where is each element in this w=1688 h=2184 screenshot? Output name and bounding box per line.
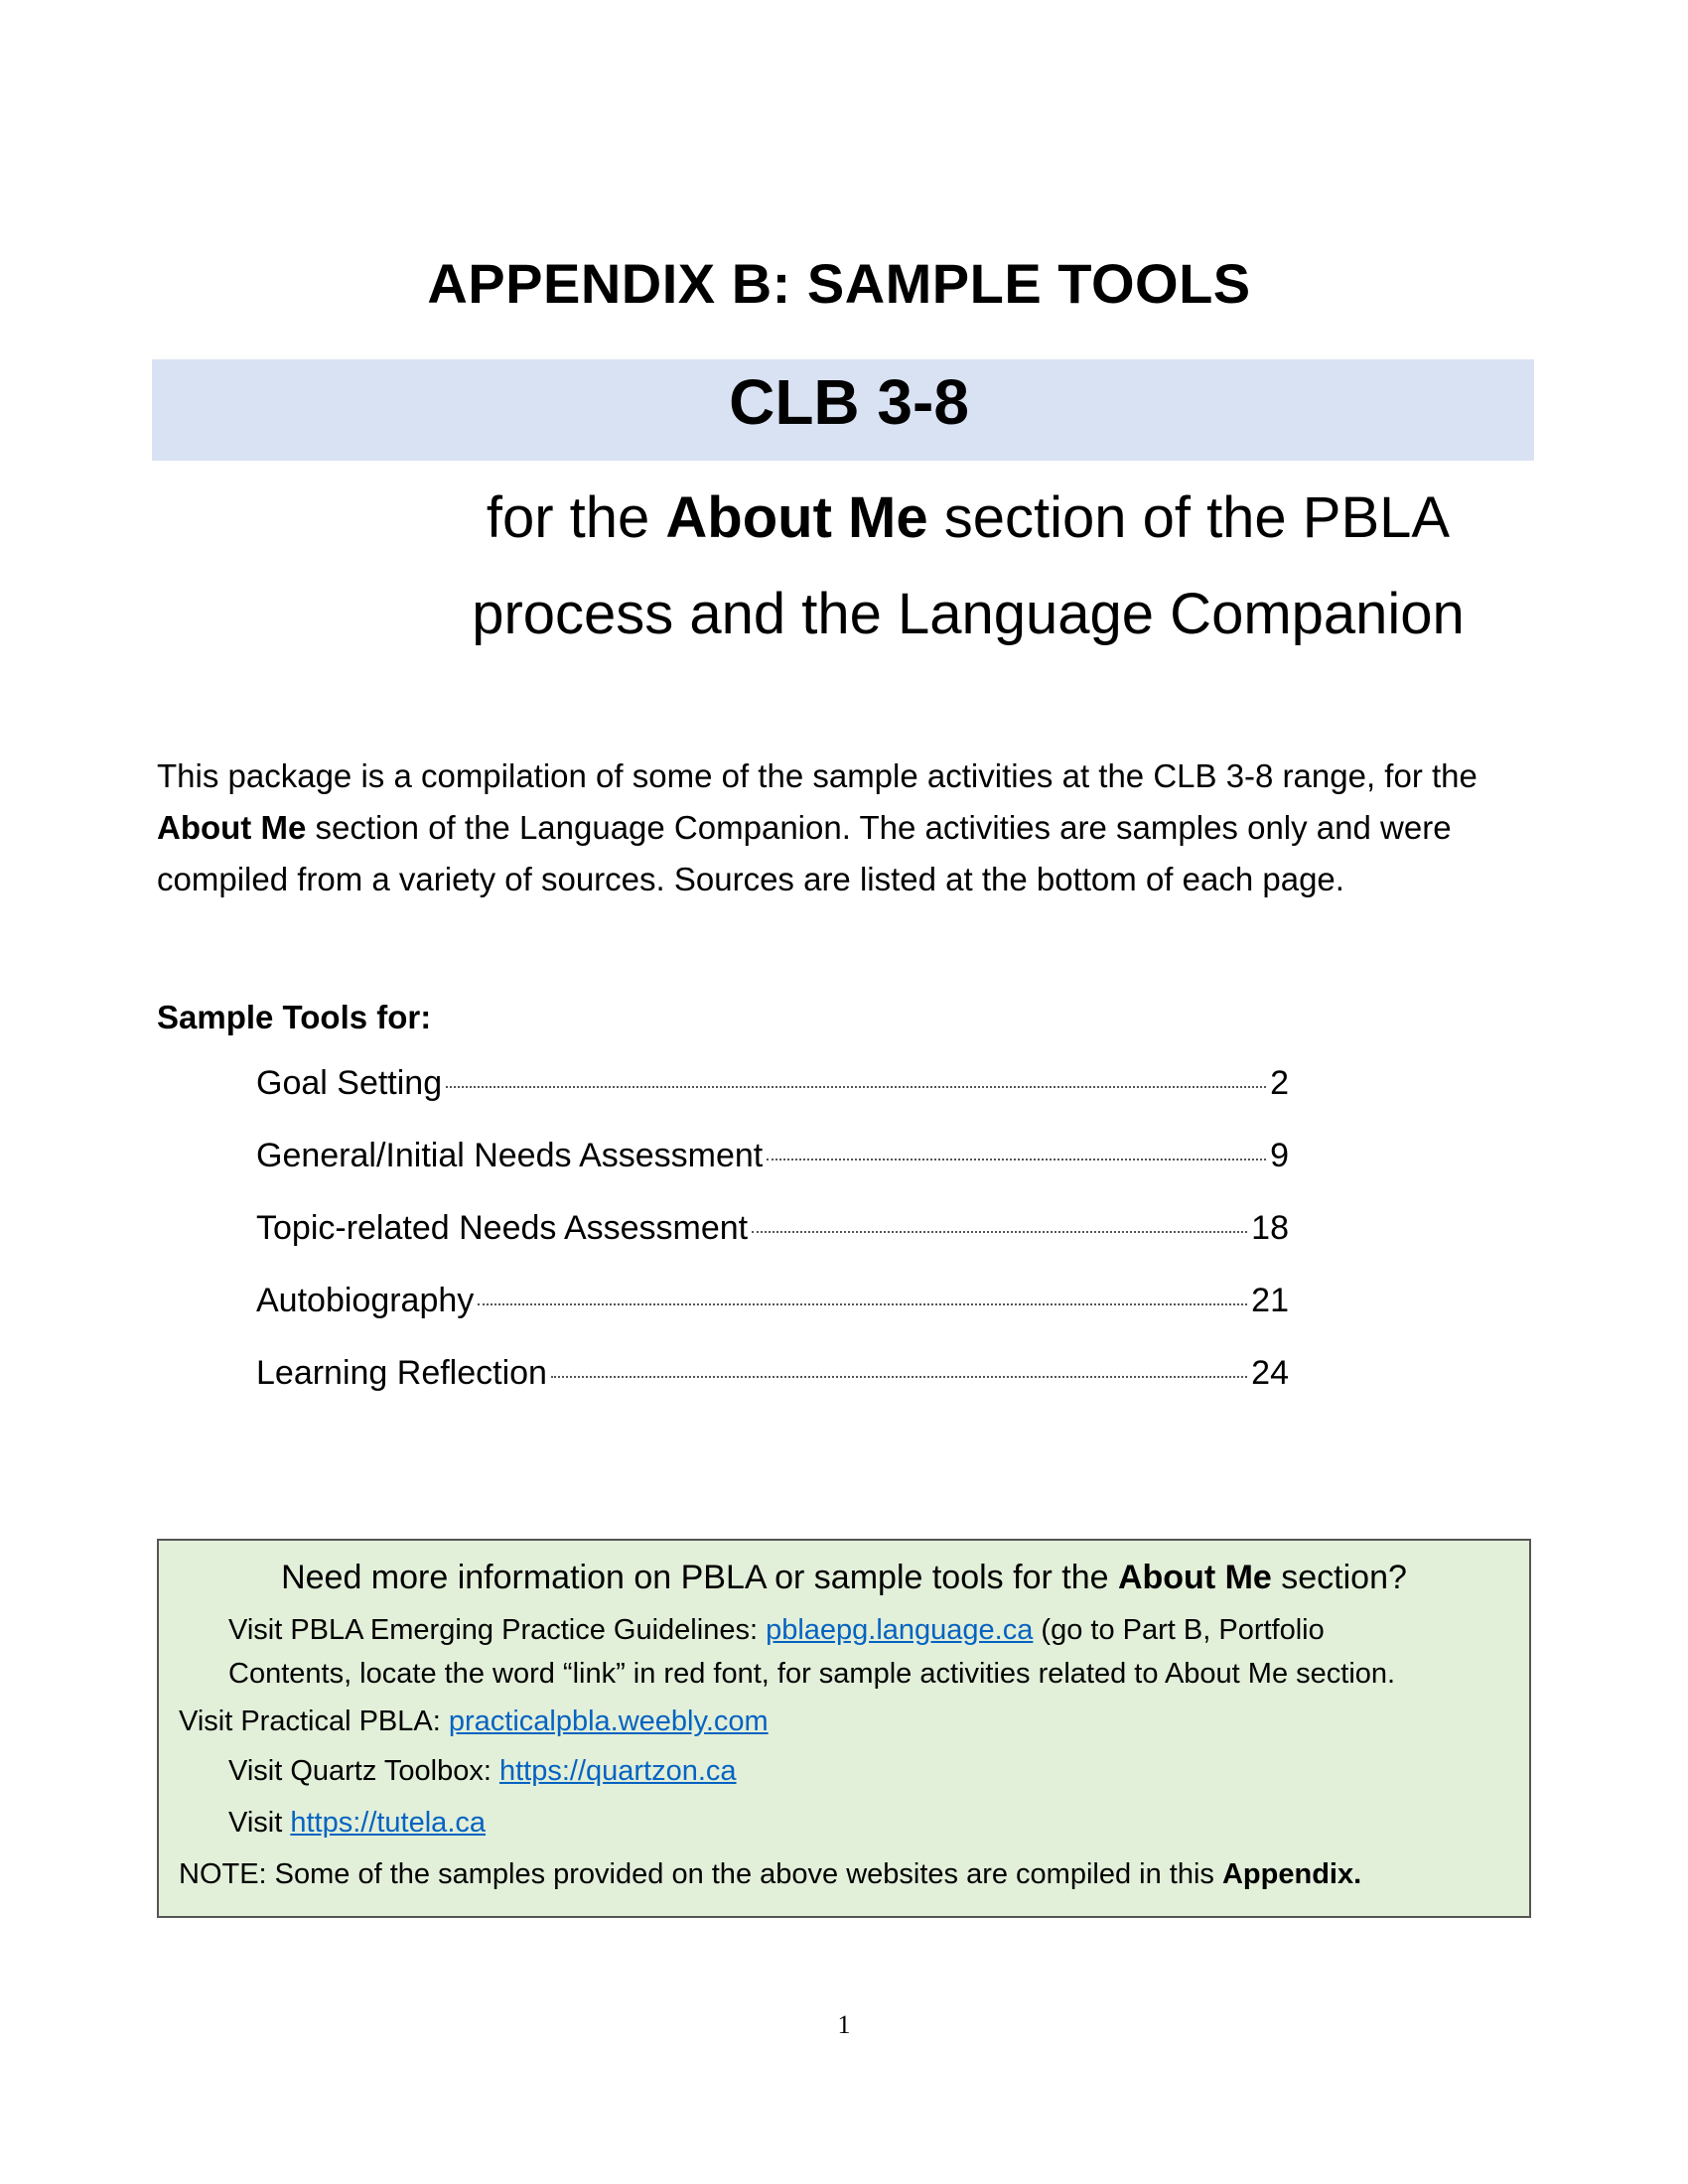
info-line-tutela <box>228 1807 486 1840</box>
toc-label: Topic-related Needs Assessment <box>256 1209 749 1247</box>
toc-entry-learning-reflection[interactable] <box>256 1354 1289 1400</box>
info-line-text: Visit Quartz Toolbox: <box>228 1755 499 1787</box>
intro-text-2: section of the Language Companion. The activities are samples only and were compiled from a variety of sources. Sources are listed at the bottom of each page. <box>157 809 1452 897</box>
info-box-heading <box>157 1559 1531 1597</box>
info-line-quartz <box>228 1755 737 1788</box>
sample-tools-heading: Sample Tools for: <box>157 999 432 1035</box>
tutela-link[interactable]: https://tutela.ca <box>290 1807 486 1839</box>
intro-paragraph <box>157 751 1527 905</box>
toc-page-number: 18 <box>1251 1209 1289 1247</box>
clb-range-title: CLB 3-8 <box>729 366 969 438</box>
toc-entry-autobiography[interactable] <box>256 1282 1289 1327</box>
subtitle-line-1 <box>0 484 1688 551</box>
toc-entry-general-needs[interactable] <box>256 1137 1289 1182</box>
intro-text-1: This package is a compilation of some of the sample activities at the CLB 3-8 range, for the <box>157 757 1477 794</box>
info-heading-suffix: section? <box>1271 1559 1407 1596</box>
toc-page-number: 9 <box>1270 1137 1289 1174</box>
toc-leader <box>446 1086 1266 1088</box>
info-line-practical-pbla <box>179 1706 769 1738</box>
toc-page-number: 2 <box>1270 1064 1289 1102</box>
info-line-text: Visit Practical PBLA: <box>179 1706 449 1737</box>
toc-leader <box>478 1303 1247 1305</box>
subtitle-line-2: process and the Language Companion <box>472 582 1465 646</box>
toc-leader <box>551 1376 1247 1378</box>
subtitle-bold: About Me <box>665 485 928 550</box>
info-line-pblaepg <box>228 1614 1325 1647</box>
toc-label: Learning Reflection <box>256 1354 547 1392</box>
intro-bold: About Me <box>157 809 307 846</box>
info-note-bold: Appendix. <box>1221 1858 1362 1890</box>
toc-label: Autobiography <box>256 1282 475 1319</box>
toc-entry-goal-setting[interactable] <box>256 1064 1289 1110</box>
info-note <box>179 1858 1361 1891</box>
info-line-contents: Contents, locate the word “link” in red font, for sample activities related to About Me section. <box>228 1658 1396 1690</box>
toc-entry-topic-needs[interactable] <box>256 1209 1289 1255</box>
page-number: 1 <box>837 2010 851 2039</box>
info-heading-bold: About Me <box>1117 1559 1272 1596</box>
info-line-suffix: (go to Part B, Portfolio <box>1033 1614 1325 1646</box>
quartz-link[interactable]: https://quartzon.ca <box>498 1755 737 1787</box>
appendix-title: APPENDIX B: SAMPLE TOOLS <box>427 252 1251 315</box>
toc-page-number: 24 <box>1251 1354 1289 1392</box>
info-line-text: Visit PBLA Emerging Practice Guidelines: <box>228 1614 767 1646</box>
pblaepg-link[interactable]: pblaepg.language.ca <box>766 1614 1034 1646</box>
toc-leader <box>767 1159 1266 1160</box>
toc-label: Goal Setting <box>256 1064 443 1102</box>
info-note-text: NOTE: Some of the samples provided on the above websites are compiled in this <box>179 1858 1222 1890</box>
subtitle-prefix: for the <box>486 485 666 550</box>
subtitle-suffix: section of the PBLA <box>927 485 1451 550</box>
practical-pbla-link[interactable]: practicalpbla.weebly.com <box>448 1706 769 1737</box>
toc-label: General/Initial Needs Assessment <box>256 1137 764 1174</box>
toc-page-number: 21 <box>1251 1282 1289 1319</box>
info-heading-text: Need more information on PBLA or sample tools for the <box>281 1559 1118 1596</box>
info-line-text: Visit <box>228 1807 291 1839</box>
toc-leader <box>752 1231 1247 1233</box>
